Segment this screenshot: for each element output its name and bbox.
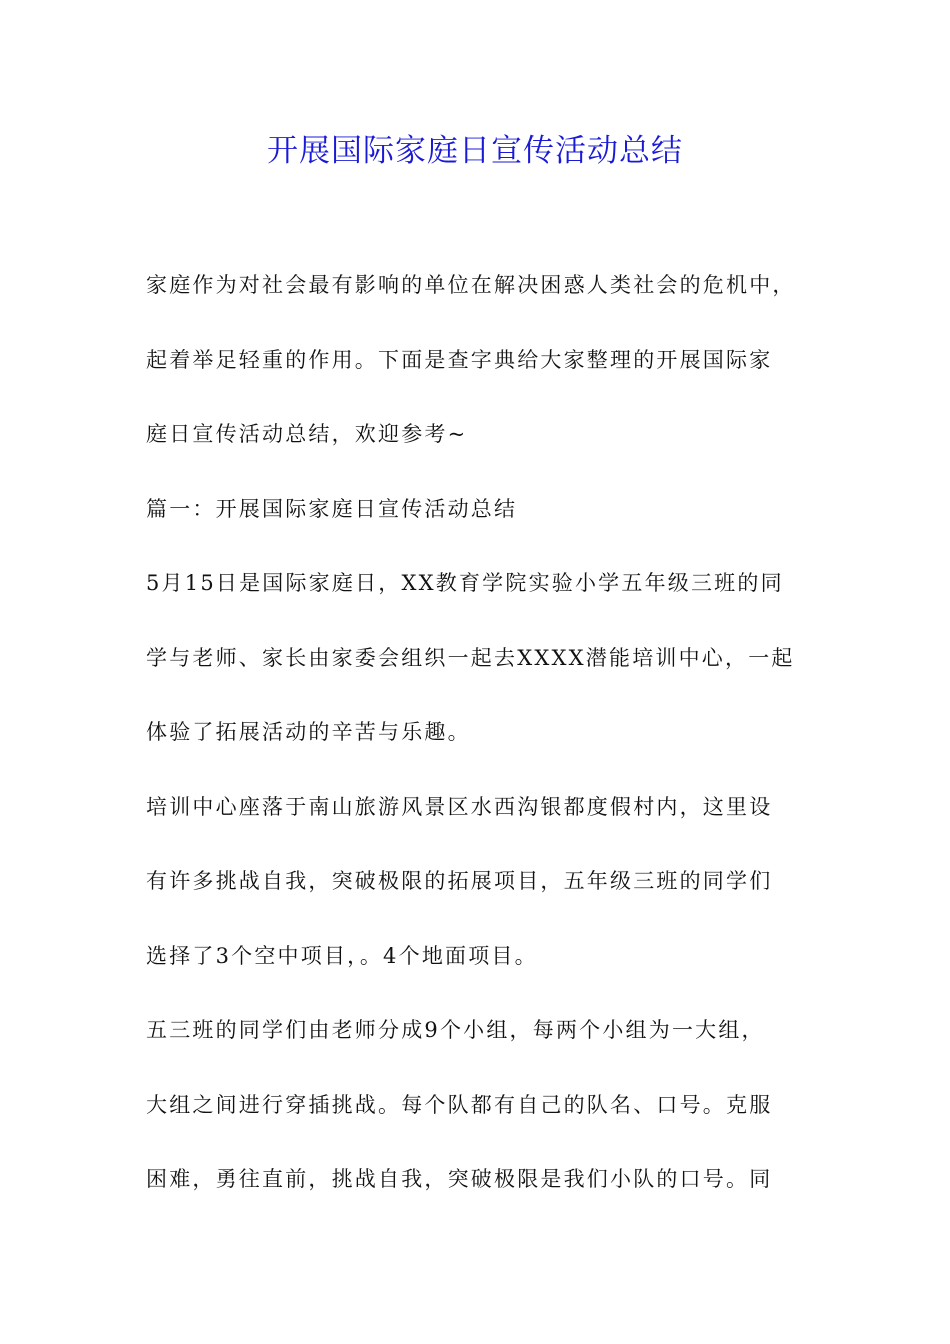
body-line: 选择了3个空中项目，。4个地面项目。 [146,943,538,968]
section-heading: 篇一：开展国际家庭日宣传活动总结 [146,496,518,521]
body-line: 体验了拓展活动的辛苦与乐趣。 [146,720,471,744]
body-line: 五三班的同学们由老师分成9个小组，每两个小组为一大组， [146,1018,765,1042]
body-line: 庭日宣传活动总结，欢迎参考~ [146,422,468,446]
document-body [146,256,816,1225]
body-line: 培训中心座落于南山旅游风景区水西沟银都度假村内，这里设 [146,794,773,819]
document-title: 开展国际家庭日宣传活动总结 [267,133,683,169]
body-line: 起着举足轻重的作用。下面是查字典给大家整理的开展国际家 [146,347,773,372]
body-line: 大组之间进行穿插挑战。每个队都有自己的队名、口号。克服 [146,1092,773,1117]
body-line: 困难，勇往直前，挑战自我，突破极限是我们小队的口号。同 [146,1167,773,1191]
body-line: 家庭作为对社会最有影响的单位在解决困惑人类社会的危机中， [146,273,796,297]
body-line: 有许多挑战自我，突破极限的拓展项目，五年级三班的同学们 [146,869,773,893]
body-line: 5月15日是国际家庭日，XX教育学院实验小学五年级三班的同 [146,571,784,595]
body-line: 学与老师、家长由家委会组织一起去XXXX潜能培训中心，一起 [146,645,795,670]
